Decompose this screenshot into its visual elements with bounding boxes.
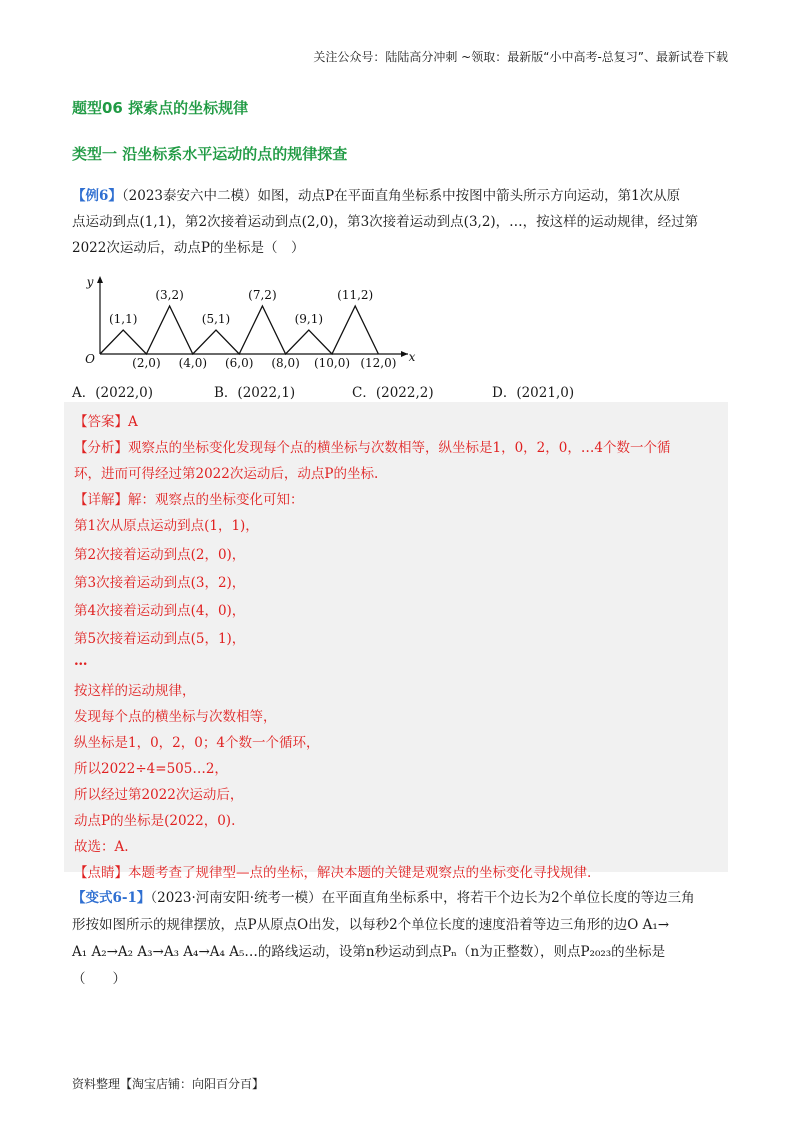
variant-tag: 【变式6-1】 [72, 890, 151, 906]
example-line-2: 点运动到点(1,1)，第2次接着运动到点(2,0)，第3次接着运动到点(3,2)，…，按这样的运动规律，经过第 [72, 214, 699, 230]
option-a: A．(2022,0) [72, 385, 154, 401]
zigzag-path [100, 306, 378, 354]
example-line-3: 2022次运动后，动点P的坐标是（ ） [72, 240, 305, 256]
x-axis-arrow [401, 351, 408, 357]
x-axis-label: x [408, 350, 416, 364]
point-label-10: (10,0) [313, 356, 351, 370]
point-label-7: (7,2) [248, 288, 277, 302]
header-note: 关注公众号：陆陆高分冲刺 ~领取：最新版“小中高考-总复习”、最新试卷下载 [313, 50, 728, 64]
analysis-line-1: 【分析】观察点的坐标变化发现每个点的横坐标与次数相等，纵坐标是1，0，2，0，…4个数一个循 [74, 440, 671, 456]
ellipsis: … [74, 653, 88, 669]
step-3: 第3次接着运动到点(3，2)， [74, 575, 246, 591]
point-label-9: (9,1) [294, 312, 324, 326]
example-line-1 [72, 183, 732, 209]
rule-3: 纵坐标是1，0，2，0；4个数一个循环， [74, 735, 320, 751]
zigzag-figure [76, 270, 426, 378]
point-label-4: (4,0) [178, 356, 208, 370]
example-question [72, 183, 732, 261]
footer-note: 资料整理【淘宝店铺：向阳百分百】 [72, 1077, 265, 1091]
step-1: 第1次从原点运动到点(1，1)， [74, 518, 259, 534]
step-5: 第5次接着运动到点(5，1)， [74, 631, 246, 647]
point-label-12: (12,0) [360, 356, 397, 370]
section-title: 题型06 探索点的坐标规律 [72, 99, 249, 117]
origin-label: O [85, 352, 95, 366]
option-d: D．(2021,0) [492, 385, 575, 401]
example-tag: 【例6】 [72, 188, 122, 204]
rule-1: 按这样的运动规律， [74, 683, 196, 699]
variant-question [72, 885, 732, 993]
variant-line-3: A₁ A₂→A₂ A₃→A₃ A₄→A₄ A₅…的路线运动，设第n秒运动到点Pₙ（n为正整数），则点P₂₀₂₃的坐标是 [72, 944, 666, 960]
option-c: C．(2022,2) [352, 385, 434, 401]
point-label-11: (11,2) [337, 288, 374, 302]
detail-intro: 【详解】解：观察点的坐标变化可知： [74, 492, 304, 508]
variant-line-2: 形按如图所示的规律摆放，点P从原点O出发，以每秒2个单位长度的速度沿着等边三角形的边O A₁→ [72, 917, 670, 933]
variant-line-1 [72, 885, 732, 912]
step-2: 第2次接着运动到点(2，0)， [74, 547, 246, 563]
so-line-1: 所以经过第2022次运动后， [74, 787, 244, 803]
point-label-5: (5,1) [201, 312, 231, 326]
point-label-8: (8,0) [271, 356, 300, 370]
point-label-6: (6,0) [224, 356, 254, 370]
comment-line: 【点睛】本题考查了规律型—点的坐标，解决本题的关键是观察点的坐标变化寻找规律. [74, 865, 592, 881]
answer-line: 【答案】A [74, 414, 138, 430]
option-b: B．(2022,1) [214, 385, 296, 401]
point-label-2: (2,0) [132, 356, 161, 370]
analysis-line-2: 环，进而可得经过第2022次运动后，动点P的坐标. [74, 466, 379, 482]
variant-text-1: （2023·河南安阳·统考一模）在平面直角坐标系中，将若干个边长为2个单位长度的等边三角 [150, 890, 695, 906]
so-line-2: 动点P的坐标是(2022，0). [74, 813, 236, 829]
rule-2: 发现每个点的横坐标与次数相等， [74, 709, 277, 725]
step-4: 第4次接着运动到点(4，0)， [74, 603, 246, 619]
subsection-title: 类型一 沿坐标系水平运动的点的规律探查 [72, 145, 348, 163]
point-label-3: (3,2) [155, 288, 184, 302]
choice-line: 故选：A. [74, 839, 129, 855]
calc-line: 所以2022÷4=505…2， [74, 761, 228, 777]
point-label-1: (1,1) [108, 312, 138, 326]
y-axis-arrow [97, 276, 103, 283]
variant-line-4: （ ） [72, 971, 126, 987]
y-axis-label: y [86, 275, 94, 289]
example-text-1: （2023泰安六中二模）如图，动点P在平面直角坐标系中按图中箭头所示方向运动，第1次从原 [121, 188, 681, 204]
